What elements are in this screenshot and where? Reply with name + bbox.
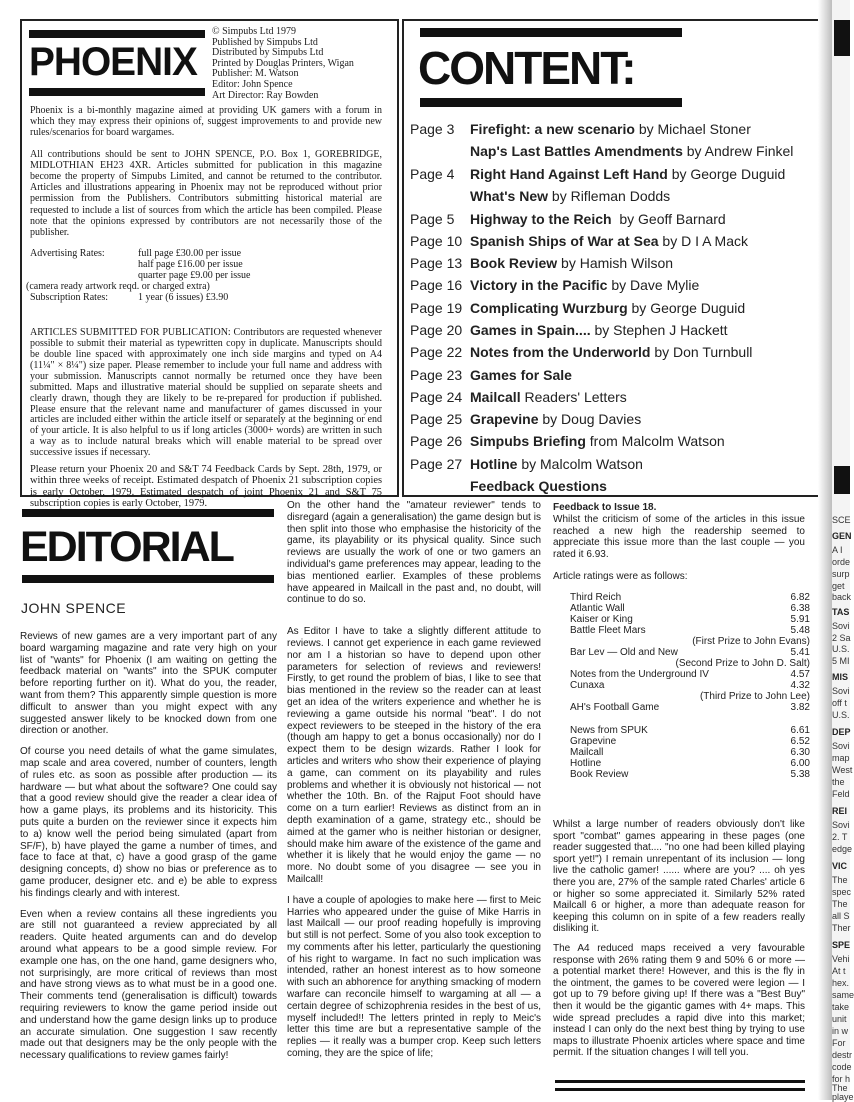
rating-value: 6.38 xyxy=(790,603,810,614)
contents-entry xyxy=(410,411,641,427)
editorial-bar-top xyxy=(22,509,274,517)
rating-value: 5.41 xyxy=(790,647,810,658)
contents-entry xyxy=(410,433,725,449)
contents-page-number: Page 24 xyxy=(410,389,463,405)
editorial-c1-p1: Reviews of new games are a very important part of any board wargaming magazine and rate very high on your list of "wants" for Phoenix (I am waiting on getting the feedback material on "wants" into the SPUK computer before reporting further on it). What do you, the reader, want from them? This apparently simple question is more difficult to answer than you might expect with any suggested answer likely to be knocked down from one direction or another. xyxy=(20,631,277,737)
side-strip-text: spec xyxy=(832,887,852,897)
side-strip-text: The xyxy=(832,1083,848,1093)
contents-page-number: Page 25 xyxy=(410,411,463,427)
logo-bar-bottom xyxy=(29,88,205,96)
adv-half: half page £16.00 per issue xyxy=(138,259,243,271)
editorial-col3 xyxy=(553,819,805,1059)
side-strip-text: 5 MI xyxy=(832,656,850,666)
rating-value: 4.57 xyxy=(790,669,810,680)
rating-label: AH's Football Game xyxy=(570,702,660,713)
side-strip-text: same xyxy=(832,990,854,1000)
editorial-c1-p3: Even when a review contains all these ingredients you are still not guaranteed a review appreciated by all readers. Quite heated arguments can and do develop around what appears to be a good simple review. For example one has, on the one hand, game designers who, not surprisingly, are more critical of reviews than most and have strong views as to what must be in a good one. Their comments tend (generalisation is difficult) towards requiring reviewers to know the game period inside out and understand how the game design links up to produce an accurate simulation. One suggestion I saw recently made out that designers may be the only people with the necessary qualifications to review games fairly! xyxy=(20,908,277,1062)
contents-entry-byline: by Hamish Wilson xyxy=(557,255,674,271)
side-strip-text: Sovi xyxy=(832,820,850,830)
side-strip-text: destr xyxy=(832,1050,853,1060)
rating-value: 5.48 xyxy=(790,625,810,636)
contents-entry-title: Highway to the Reich xyxy=(470,211,612,227)
contents-entry-byline: by Rifleman Dodds xyxy=(548,188,671,204)
rating-value: 6.00 xyxy=(790,758,810,769)
side-strip-text: West xyxy=(832,765,853,775)
side-strip-heading: GEN xyxy=(832,531,852,541)
adv-note: (camera ready artwork reqd. or charged extra) xyxy=(26,281,210,293)
rating-value: 4.32 xyxy=(790,680,810,691)
side-strip-text: Sovi xyxy=(832,741,850,751)
side-strip-text: the xyxy=(832,777,845,787)
side-strip-text: all S xyxy=(832,911,850,921)
side-strip-text: hex. xyxy=(832,978,850,988)
contents-entry-title: Grapevine xyxy=(470,411,539,427)
adv-label: Advertising Rates: xyxy=(30,248,105,260)
feedback-intro-block xyxy=(553,514,805,564)
side-strip-text: Sovi xyxy=(832,686,850,696)
contents-entry-byline: by Stephen J Hackett xyxy=(590,322,728,338)
rating-prize-note: (Second Prize to John D. Salt) xyxy=(675,658,810,669)
contents-entry-title: Right Hand Against Left Hand xyxy=(470,166,668,182)
contents-entry-title: Notes from the Underworld xyxy=(470,344,651,360)
side-strip-text: The xyxy=(832,899,848,909)
return-note: Please return your Phoenix 20 and S&T 74 Feedback Cards by Sept. 28th, 1979, or within three weeks of receipt. Estimated despatch of Phoenix 21 subscription copies is early October, 1979. Estimated despatch of joint Phoenix 21 and S&T 75 subscription copies is early October, 1979. xyxy=(30,464,382,509)
contents-entry xyxy=(410,344,752,360)
side-strip-text: back xyxy=(832,592,852,602)
contents-page-number: Page 4 xyxy=(410,166,455,182)
contents-entry xyxy=(410,121,751,137)
contents-entry-byline: Readers' Letters xyxy=(520,389,627,405)
contents-page-number: Page 16 xyxy=(410,277,463,293)
contents-entry-byline: by George Duguid xyxy=(627,300,746,316)
contents-entry xyxy=(410,478,607,494)
side-strip-text: Sovi xyxy=(832,621,850,631)
contents-page-number: Page 10 xyxy=(410,233,463,249)
rating-prize-note: (Third Prize to John Lee) xyxy=(699,691,810,702)
editorial-col2 xyxy=(287,500,541,1100)
editorial-author: JOHN SPENCE xyxy=(21,600,127,616)
side-strip-text: take xyxy=(832,1002,850,1012)
contents-entry-byline: from Malcolm Watson xyxy=(585,433,725,449)
contents-entry-title: Mailcall xyxy=(470,389,521,405)
side-strip-text: orde xyxy=(832,557,851,567)
side-strip-text: At t xyxy=(832,966,846,976)
contents-entry xyxy=(410,211,726,227)
contents-entry xyxy=(410,367,572,383)
publisher-line: Publisher: M. Watson xyxy=(212,68,299,80)
contents-page-number: Page 27 xyxy=(410,456,463,472)
side-strip-text: For xyxy=(832,1038,846,1048)
contents-title-block xyxy=(418,28,688,106)
contents-page-number: Page 19 xyxy=(410,300,463,316)
side-strip-text: SCE xyxy=(832,515,851,525)
contents-entry xyxy=(410,300,745,316)
next-page-bar-2 xyxy=(834,466,850,494)
contents-entry-title: Spanish Ships of War at Sea xyxy=(470,233,659,249)
rating-label: Notes from the Underground IV xyxy=(570,669,709,680)
editorial-c2-p1: On the other hand the "amateur reviewer" tends to disregard (again a generalisation) the game design but is then split into those who emphasise the historicity of the game, its playability or its physical quality. Since such reviews are usually the work of one or two gamers an individual's game preferences may appear, leading to the bias mentioned earlier. Examples of these problems have appeared in Mailcall in the past and, no doubt, will continue to do so. xyxy=(287,500,541,606)
side-strip-text: Feld xyxy=(832,789,850,799)
contents-entry-byline: by Don Turnbull xyxy=(650,344,753,360)
contents-bar-top xyxy=(420,28,682,37)
rating-label: Book Review xyxy=(570,769,629,780)
contents-entry xyxy=(410,143,793,159)
rating-value: 6.61 xyxy=(790,725,810,736)
side-strip-text: off t xyxy=(832,698,847,708)
side-strip-text: unit xyxy=(832,1014,847,1024)
side-strip-text: 2 Sa xyxy=(832,633,851,643)
articles-submitted: ARTICLES SUBMITTED FOR PUBLICATION: Contributors are requested whenever possible to submit their material as typewritten copy in duplicate. Manuscripts should be double line spaced with approximately one inch side margins and typed on A4 (11¼" × 8¼") size paper. Please remember to include your full name and address with your submission. Manuscripts cannot normally be returned once they have been submitted. Maps and illustrative material should be supplied on separate sheets and clearly drawn, though they are likely to be re-prepared for production if published. Please ensure that the relevant name and manufacturer of games discussed in your articles are included either within the article itself or separately at the beginning or end of your article. It is also helpful to us if long articles (3000+ words) are written in such a way as to include natural breaks which will enable material to be spread over successive issues if necessary. xyxy=(30,327,382,459)
side-strip-text: The xyxy=(832,875,848,885)
side-strip-text: U.S. xyxy=(832,644,850,654)
published-line: Published by Simpubs Ltd xyxy=(212,36,318,48)
contents-entry-title: Complicating Wurzburg xyxy=(470,300,628,316)
side-strip-text: Vehi xyxy=(832,954,850,964)
contents-bar-bottom xyxy=(420,98,682,107)
rating-label: Third Reich xyxy=(570,592,622,603)
rating-label: News from SPUK xyxy=(570,725,648,736)
rating-value: 5.91 xyxy=(790,614,810,625)
contents-entry xyxy=(410,188,670,204)
contents-entry xyxy=(410,389,627,405)
side-strip-text: 2. T xyxy=(832,832,848,842)
editorial-c3-p1: Whilst a large number of readers obviously don't like sport "combat" games appearing in these pages (one reader suggested that.... "no one had been killed playing sport yet!") I remain unrepentant of its inclusion — long live the catholic gamer! ...... where are you? .... oh yes there you are, 27% of the sample rated Charles' article 6 or higher so some appreciated it. Similarly 52% rated Mailcall 6 or higher, a more than adequate reason for keeping this column on in spite of a few readers really disliking it. xyxy=(553,819,805,935)
page-gutter-shadow xyxy=(818,0,832,1100)
art-director-line: Art Director: Ray Bowden xyxy=(212,89,319,101)
side-strip-text: Ther xyxy=(832,923,851,933)
side-strip-heading: VIC xyxy=(832,861,848,871)
contents-entry xyxy=(410,166,785,182)
side-strip-heading: DEP xyxy=(832,727,851,737)
contents-entry-byline: by Michael Stoner xyxy=(634,121,751,137)
copyright-line: © Simpubs Ltd 1979 xyxy=(212,26,296,37)
rating-value: 6.52 xyxy=(790,736,810,747)
side-strip-text: edge xyxy=(832,844,853,854)
contents-entry-title: Simpubs Briefing xyxy=(470,433,586,449)
feedback-intro: Whilst the criticism of some of the articles in this issue reached a new high the readership seemed to appreciate this issue more than the last couple — you rated it 6.93. xyxy=(553,514,805,560)
contents-entry-title: Victory in the Pacific xyxy=(470,277,608,293)
contents-entry-byline: by Geoff Barnard xyxy=(611,211,726,227)
contents-entry-byline: by Dave Mylie xyxy=(607,277,700,293)
adv-quarter: quarter page £9.00 per issue xyxy=(138,270,251,282)
rating-label: Bar Lev — Old and New xyxy=(570,647,678,658)
distributed-line: Distributed by Simpubs Ltd xyxy=(212,47,324,59)
contents-entry-byline: by Andrew Finkel xyxy=(682,143,794,159)
side-strip-text: for h xyxy=(832,1074,851,1084)
rating-label: Kaiser or King xyxy=(570,614,633,625)
side-strip-text: code xyxy=(832,1062,852,1072)
adv-full: full page £30.00 per issue xyxy=(138,248,242,260)
side-strip-heading: MIS xyxy=(832,672,849,682)
contents-entry-byline: by Malcolm Watson xyxy=(517,456,643,472)
rating-label: Atlantic Wall xyxy=(570,603,625,614)
contents-page-number: Page 26 xyxy=(410,433,463,449)
editor-line: Editor: John Spence xyxy=(212,78,293,90)
phoenix-logo xyxy=(29,30,205,96)
rating-label: Mailcall xyxy=(570,747,604,758)
contents-title: CONTENT: xyxy=(418,42,635,94)
sub-value: 1 year (6 issues) £3.90 xyxy=(138,292,229,304)
side-strip-text: map xyxy=(832,753,850,763)
masthead-body xyxy=(26,105,382,509)
editorial-c2-p2: As Editor I have to take a slightly different attitude to reviews. I cannot get experience in each game reviewed nor am I a historian so have to depend upon other parameters for selection of reviews and reviewers! Firstly, to get round the problem of bias, I like to see that bias mentioned in the review so the reader can at least get an idea of the writers experience and whether he is reviewing a game outside his normal "beat". I do not expect reviewers to be steeped in the history of the era (though am happy to get a bonus occasionally) nor do I expect them to be design wizards. Rather I look for articles and writers who show their experience of playing a game, can comment on its playability and rules problems and whether it is obviously not historical — not whether the 10th. Bn. of the Rajput Foot should have come on a turn earlier! Reviews as distinct from an in depth examination of a game, strategy etc., should be aimed at the gamer who is neither historian or designer, should make him aware of the existence of the game and whether it is likely that he would enjoy the game — no more. No doubt some of you disagree — see you in Mailcall! xyxy=(287,626,541,885)
contents-entry xyxy=(410,456,643,472)
bottom-rule-2 xyxy=(555,1088,805,1091)
printed-line: Printed by Douglas Printers, Wigan xyxy=(212,57,354,69)
ratings-intro: Article ratings were as follows: xyxy=(553,571,688,582)
editorial-col1 xyxy=(20,631,277,1100)
side-strip-heading: TAS xyxy=(832,607,850,617)
editorial-c3-p2: The A4 reduced maps received a very favourable response with 26% rating them 9 and 50% 6 or more — a potential market there! However, and this is the fly in the ointment, the games to be covered were legion — I got up to 79 before giving up! If there was a "Best Buy" then it would be the gigantic games with 4+ maps. This wide spread precludes a rapid dive into this market; instead I can only do the next best thing by trying to use maps to illustrate Phoenix articles where space and time permit. If the situation changes I will tell you. xyxy=(553,942,805,1059)
rating-value: 3.82 xyxy=(790,702,810,713)
editorial-c1-p2: Of course you need details of what the game simulates, map scale and area covered, number of counters, length of rules etc. as soon as possible after production — its hardware — but what about the software? One could say that a good review should give the reader a clear idea of how a game plays, its problems and its historicity. This puts quite a burden on the reviewer since it expects him to a) know well the period being simulated (apart from SF/F), b) have played the game a number of times, and face to face at that, c) have a good grasp of the game designing concepts, d) show no bias or preference as to game producer, designer etc. and e) be able to express his findings clearly and with interest. xyxy=(20,746,277,899)
editorial-c2-p3: I have a couple of apologies to make here — first to Meic Harries who appeared under the guise of Mike Harris in last Mailcall — our proof reading hopefully is improving but still is not perfect. Some of you also took exception to my comments after his letter, particularly the questioning of his right to wargame. In fact no such implication was intended, rather an honest interest as to how someone with such an abhorence for anything smacking of modern warfare can reconcile himself to wargaming at all — a certain degree of schizophrenia resides in the best of us, myself included!! The letters printed in reply to Meic's letter this time are but a representative sample of the replies — it really was a bumper crop. Keep such letters coming, they are the spice of life; xyxy=(287,894,541,1060)
editorial-bar-bottom xyxy=(22,575,274,583)
side-strip-text: get xyxy=(832,581,845,591)
logo-bar-top xyxy=(29,30,205,38)
contents-entry xyxy=(410,255,673,271)
contents-entry-title: Feedback Questions xyxy=(470,478,607,494)
editorial-title-block xyxy=(20,500,278,590)
bottom-rule-1 xyxy=(555,1080,805,1083)
feedback-heading: Feedback to Issue 18. xyxy=(553,502,657,513)
contents-page-number: Page 20 xyxy=(410,322,463,338)
masthead-intro: Phoenix is a bi-monthly magazine aimed at providing UK gamers with a forum in which they may express their opinions of, suggest improvements to and provide new rules/scenarios for board wargames. xyxy=(30,105,382,139)
contents-entry xyxy=(410,322,728,338)
side-strip-text: A I xyxy=(832,545,843,555)
rating-label: Cunaxa xyxy=(570,680,605,691)
contents-entry-title: Hotline xyxy=(470,456,518,472)
contents-entry-byline: by Doug Davies xyxy=(538,411,642,427)
sub-label: Subscription Rates: xyxy=(30,292,109,304)
side-strip-heading: SPE xyxy=(832,940,851,950)
contents-page-number: Page 22 xyxy=(410,344,463,360)
contents-entry-title: Games in Spain.... xyxy=(470,322,591,338)
logo-text: PHOENIX xyxy=(29,40,197,84)
rating-prize-note: (First Prize to John Evans) xyxy=(692,636,810,647)
contents-page-number: Page 23 xyxy=(410,367,463,383)
rating-label: Battle Fleet Mars xyxy=(570,625,646,636)
contents-entry-title: Book Review xyxy=(470,255,558,271)
contents-page-number: Page 3 xyxy=(410,121,455,137)
rates-block xyxy=(26,248,382,318)
side-strip-text: U.S. xyxy=(832,710,850,720)
contents-page-number: Page 5 xyxy=(410,211,455,227)
contents-entry xyxy=(410,277,699,293)
rating-label: Grapevine xyxy=(570,736,617,747)
rating-value: 6.30 xyxy=(790,747,810,758)
side-strip-heading: REI xyxy=(832,806,848,816)
rating-label: Hotline xyxy=(570,758,602,769)
next-page-bar-1 xyxy=(834,20,850,56)
contents-entry-title: What's New xyxy=(470,188,549,204)
rating-value: 6.82 xyxy=(790,592,810,603)
rating-value: 5.38 xyxy=(790,769,810,780)
contents-entry-title: Nap's Last Battles Amendments xyxy=(470,143,683,159)
editorial-title: EDITORIAL xyxy=(20,523,233,571)
publisher-credits xyxy=(212,27,392,101)
side-strip-text: playe xyxy=(832,1092,854,1102)
contents-entry-title: Firefight: a new scenario xyxy=(470,121,635,137)
side-strip-text: in w xyxy=(832,1026,849,1036)
contents-entry xyxy=(410,233,748,249)
contents-entry-byline: by George Duguid xyxy=(667,166,786,182)
masthead-contributions: All contributions should be sent to JOHN SPENCE, P.O. Box 1, GOREBRIDGE, MIDLOTHIAN EH23 4XR. Articles submitted for publication in this magazine become the property of Simpubs Limited, and cannot be returned to the contributor. Articles and illustrations appearing in Phoenix may not be reproduced without prior permission from the Publishers. Contributors submitting historical material are requested to include a list of sources from which the article has been compiled. Please note that the opinions expressed by contributors are not necessarily those of the publisher. xyxy=(30,148,382,239)
contents-page-number: Page 13 xyxy=(410,255,463,271)
contents-entry-byline: by D I A Mack xyxy=(658,233,749,249)
side-strip-text: surp xyxy=(832,569,850,579)
contents-entry-title: Games for Sale xyxy=(470,367,572,383)
